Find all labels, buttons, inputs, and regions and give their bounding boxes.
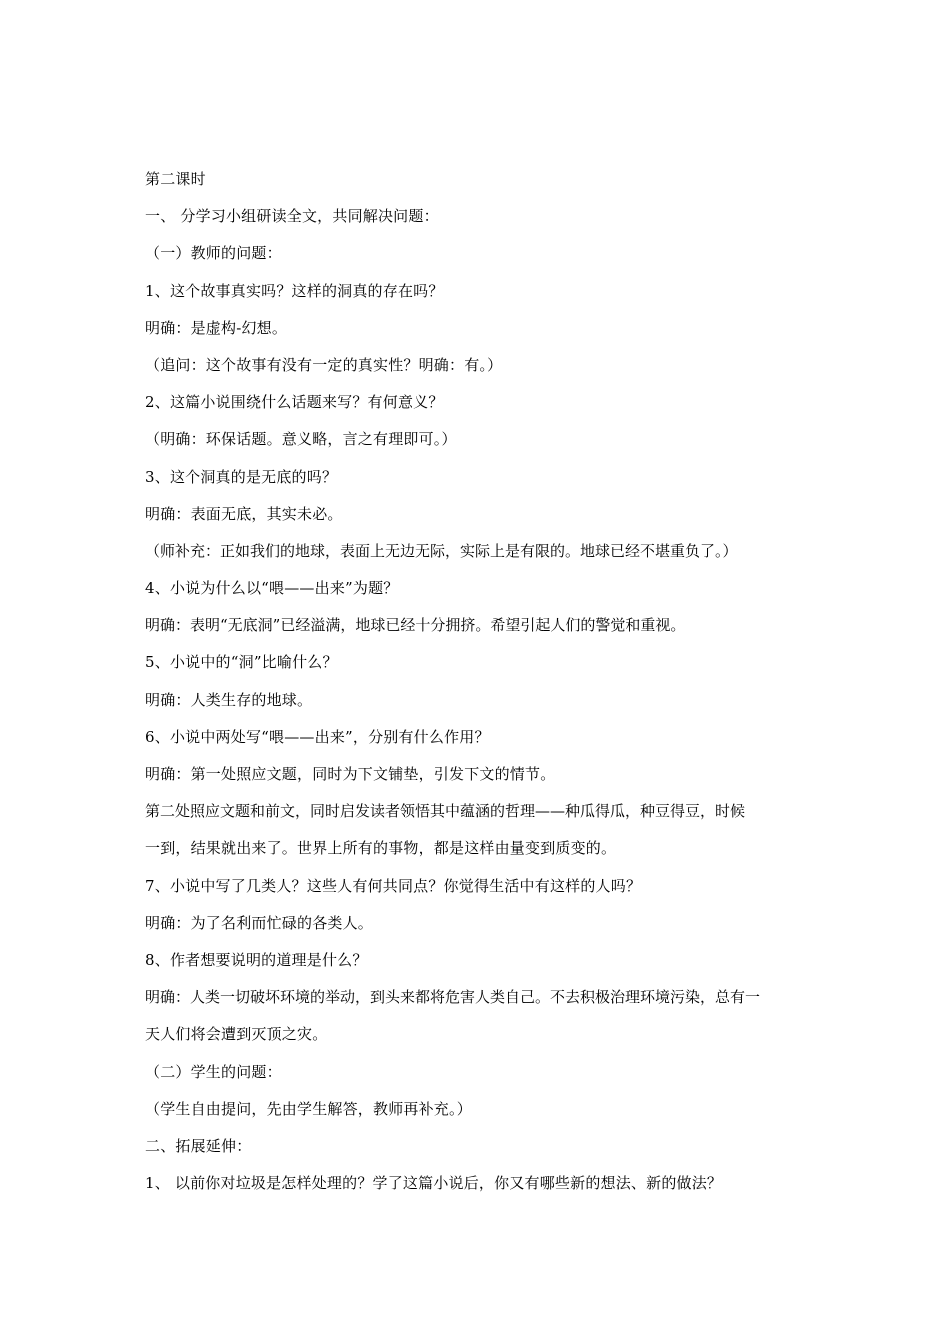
answer-2: （明确：环保话题。意义略，言之有理即可。） [145, 430, 457, 449]
answer-6-part-2-line-1: 第二处照应文题和前文，同时启发读者领悟其中蕴涵的哲理——种瓜得瓜，种豆得豆，时候 [145, 802, 746, 821]
question-7: 7、小说中写了几类人？这些人有何共同点？你觉得生活中有这样的人吗？ [145, 876, 642, 895]
question-5: 5、小说中的“洞”比喻什么？ [145, 653, 338, 672]
question-1: 1、这个故事真实吗？这样的洞真的存在吗？ [145, 281, 444, 300]
answer-6-part-2-line-2: 一到，结果就出来了。世界上所有的事物，都是这样由量变到质变的。 [145, 839, 617, 858]
answer-8-line-2: 天人们将会遭到灭顶之灾。 [145, 1025, 328, 1044]
section-heading-two: 二、拓展延伸： [145, 1136, 252, 1155]
question-2: 2、这篇小说围绕什么话题来写？有何意义？ [145, 393, 444, 412]
answer-8-line-1: 明确：人类一切破坏环境的举动，到头来都将危害人类自己。不去积极治理环境污染，总有一 [145, 988, 761, 1007]
question-8: 8、作者想要说明的道理是什么？ [145, 950, 368, 969]
answer-7: 明确：为了名利而忙碌的各类人。 [145, 913, 374, 932]
follow-up-1: （追问：这个故事有没有一定的真实性？明确：有。） [145, 355, 503, 374]
answer-6-part-1: 明确：第一处照应文题，同时为下文铺垫，引发下文的情节。 [145, 765, 556, 783]
answer-3: 明确：表面无底，其实未必。 [145, 504, 343, 523]
subsection-student-questions: （二）学生的问题： [145, 1062, 282, 1081]
answer-1: 明确：是虚构-幻想。 [145, 318, 288, 337]
answer-5: 明确：人类生存的地球。 [145, 690, 313, 709]
lesson-title: 第二课时 [145, 170, 206, 188]
question-3: 3、这个洞真的是无底的吗？ [145, 467, 338, 486]
student-questions-note: （学生自由提问，先由学生解答，教师再补充。） [145, 1099, 472, 1118]
question-4: 4、小说为什么以“喂——出来”为题？ [145, 579, 399, 598]
answer-4: 明确：表明“无底洞”已经溢满，地球已经十分拥挤。希望引起人们的警觉和重视。 [145, 616, 686, 635]
question-6: 6、小说中两处写“喂——出来”，分别有什么作用？ [145, 727, 490, 746]
section-heading-one: 一、 分学习小组研读全文，共同解决问题： [145, 207, 439, 226]
document-body [145, 161, 815, 1202]
extension-question-1: 1、 以前你对垃圾是怎样处理的？学了这篇小说后，你又有哪些新的想法、新的做法？ [145, 1174, 723, 1193]
subsection-teacher-questions: （一）教师的问题： [145, 244, 282, 263]
teacher-supplement-3: （师补充：正如我们的地球，表面上无边无际，实际上是有限的。地球已经不堪重负了。） [145, 541, 738, 560]
